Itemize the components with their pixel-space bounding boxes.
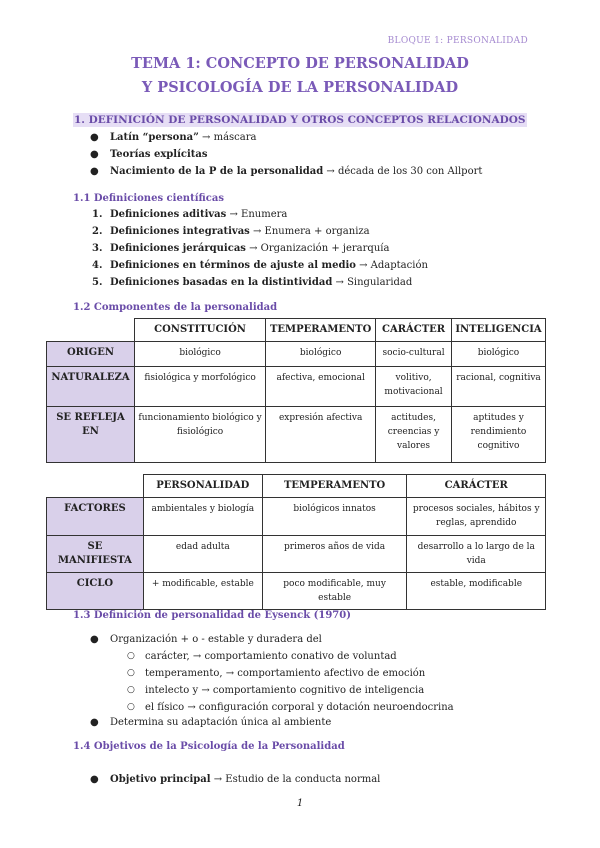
table-header: CARÁCTER xyxy=(376,319,452,342)
sub-list-item: ○ intelecto y → comportamiento cognitivo de inteligencia xyxy=(127,685,425,696)
circle-bullet-icon: ○ xyxy=(127,702,135,712)
table-cell: ambientales y biología xyxy=(143,498,262,536)
table-cell: biológico xyxy=(451,342,545,367)
list-item: ● Determina su adaptación única al ambiente xyxy=(90,717,332,728)
table-row xyxy=(47,342,546,367)
table-header: INTELIGENCIA xyxy=(451,319,545,342)
section-1-2-heading: 1.2 Componentes de la personalidad xyxy=(73,302,278,313)
section-1-3-heading: 1.3 Definición de personalidad de Eysenck (1970) xyxy=(73,610,351,621)
table-cell: actitudes, creencias y valores xyxy=(376,407,452,463)
table-cell: biológico xyxy=(266,342,376,367)
table-cell: biológicos innatos xyxy=(262,498,407,536)
table-row xyxy=(47,573,546,610)
table-cell: desarrollo a lo largo de la vida xyxy=(407,536,546,573)
circle-bullet-icon: ○ xyxy=(127,668,135,678)
table-cell: funcionamiento biológico y fisiológico xyxy=(134,407,265,463)
row-header: NATURALEZA xyxy=(47,367,135,407)
components-table xyxy=(46,318,546,463)
page-title-line1: TEMA 1: CONCEPTO DE PERSONALIDAD xyxy=(131,55,469,72)
sub-list-item: ○ carácter, → comportamiento conativo de voluntad xyxy=(127,651,397,662)
list-item: 4. Definiciones en términos de ajuste al medio → Adaptación xyxy=(92,260,428,271)
bullet-icon: ● xyxy=(90,149,99,160)
table-cell: afectiva, emocional xyxy=(266,367,376,407)
row-header: ORIGEN xyxy=(47,342,135,367)
table-header: TEMPERAMENTO xyxy=(266,319,376,342)
table-cell: biológico xyxy=(134,342,265,367)
section-1-heading xyxy=(73,114,527,126)
row-header: SE REFLEJA EN xyxy=(47,407,135,463)
circle-bullet-icon: ○ xyxy=(127,685,135,695)
row-header: FACTORES xyxy=(47,498,144,536)
row-header: CICLO xyxy=(47,573,144,610)
section-1-1-heading: 1.1 Definiciones científicas xyxy=(73,193,224,204)
page-title-line2: Y PSICOLOGÍA DE LA PERSONALIDAD xyxy=(141,79,459,96)
table-row xyxy=(47,536,546,573)
table-cell: estable, modificable xyxy=(407,573,546,610)
list-item: ● Nacimiento de la P de la personalidad → década de los 30 con Allport xyxy=(90,166,483,177)
running-header: BLOQUE 1: PERSONALIDAD xyxy=(387,36,528,46)
table-row xyxy=(47,407,546,463)
bullet-icon: ● xyxy=(90,166,99,177)
circle-bullet-icon: ○ xyxy=(127,651,135,661)
list-item: ● Objetivo principal → Estudio de la conducta normal xyxy=(90,774,381,785)
table-cell: procesos sociales, hábitos y reglas, aprendido xyxy=(407,498,546,536)
section-1-heading-text: 1. DEFINICIÓN DE PERSONALIDAD Y OTROS CONCEPTOS RELACIONADOS xyxy=(74,114,526,126)
table-row xyxy=(47,367,546,407)
row-header: SE MANIFIESTA xyxy=(47,536,144,573)
sub-list-item: ○ el físico → configuración corporal y dotación neuroendocrina xyxy=(127,702,454,713)
table-row xyxy=(47,498,546,536)
page-number: 1 xyxy=(296,798,304,809)
bullet-icon: ● xyxy=(90,774,99,785)
table-cell: + modificable, estable xyxy=(143,573,262,610)
list-item: 3. Definiciones jerárquicas → Organización + jerarquía xyxy=(92,243,390,254)
bullet-icon: ● xyxy=(90,717,99,728)
table-header: CARÁCTER xyxy=(407,475,546,498)
list-item: ● Teorías explícitas xyxy=(90,149,208,160)
table-cell: fisiológica y morfológico xyxy=(134,367,265,407)
table-cell: poco modificable, muy estable xyxy=(262,573,407,610)
table-header: TEMPERAMENTO xyxy=(262,475,407,498)
list-item: 2. Definiciones integrativas → Enumera + organiza xyxy=(92,226,370,237)
sub-list-item: ○ temperamento, → comportamiento afectivo de emoción xyxy=(127,668,426,679)
list-item: ● Organización + o - estable y duradera del xyxy=(90,634,322,645)
list-item: 1. Definiciones aditivas → Enumera xyxy=(92,209,288,220)
table-cell: expresión afectiva xyxy=(266,407,376,463)
table-cell: volitivo, motivacional xyxy=(376,367,452,407)
bullet-icon: ● xyxy=(90,132,99,143)
table-cell: edad adulta xyxy=(143,536,262,573)
table-cell: socio-cultural xyxy=(376,342,452,367)
list-item: ● Latín “persona” → máscara xyxy=(90,132,257,143)
table-header: CONSTITUCIÓN xyxy=(134,319,265,342)
table-header: PERSONALIDAD xyxy=(143,475,262,498)
comparison-table xyxy=(46,474,546,610)
bullet-icon: ● xyxy=(90,634,99,645)
table-cell: racional, cognitiva xyxy=(451,367,545,407)
section-1-4-heading: 1.4 Objetivos de la Psicología de la Personalidad xyxy=(73,741,345,752)
list-item: 5. Definiciones basadas en la distintividad → Singularidad xyxy=(92,277,413,288)
table-cell: primeros años de vida xyxy=(262,536,407,573)
table-cell: aptitudes y rendimiento cognitivo xyxy=(451,407,545,463)
